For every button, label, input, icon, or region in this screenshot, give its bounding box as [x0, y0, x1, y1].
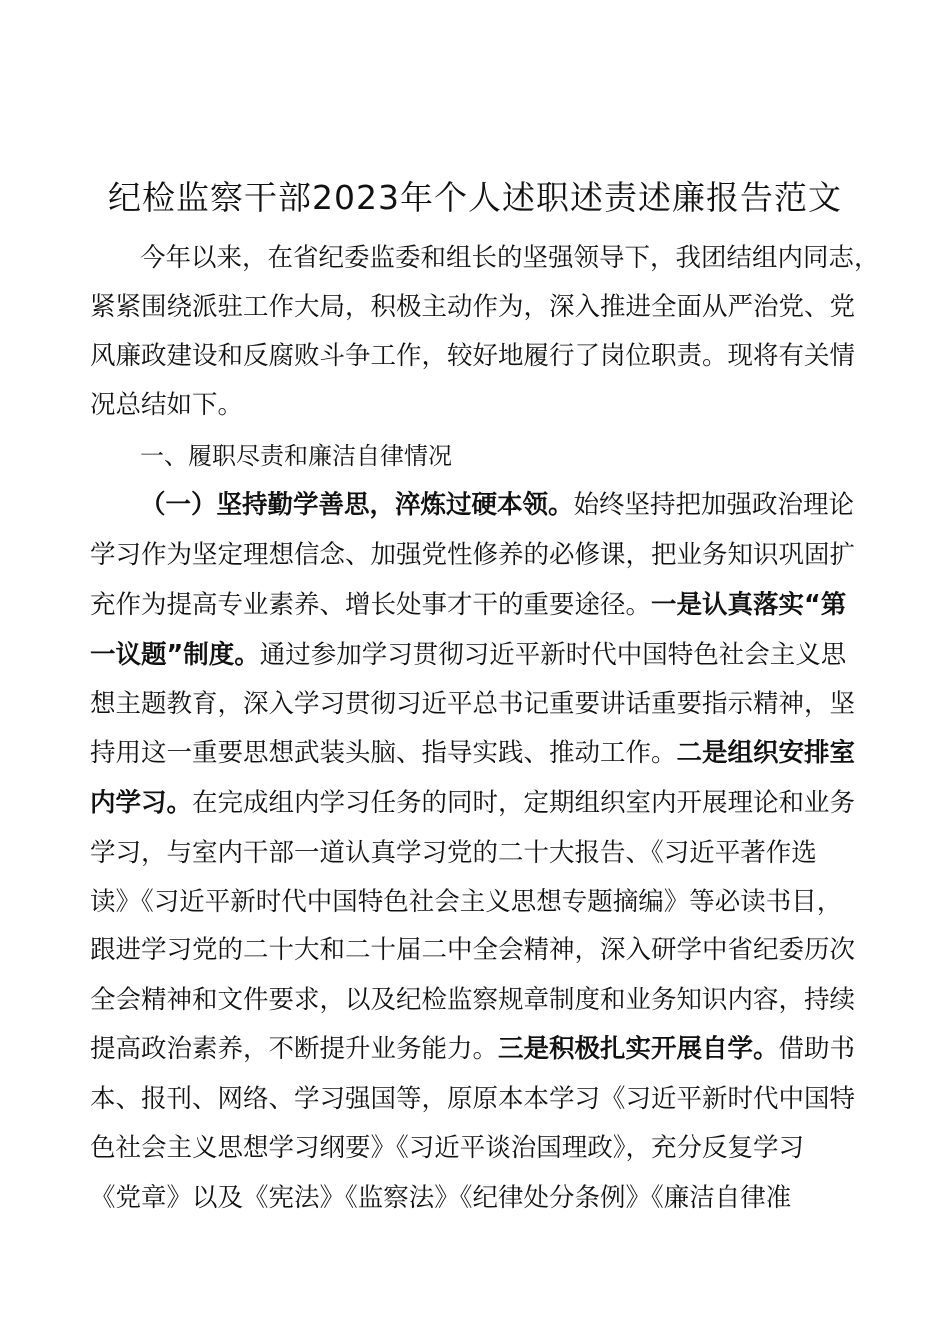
body-line-16	[90, 980, 855, 1020]
text-run: 一、履职尽责和廉洁自律情况	[140, 442, 452, 470]
body-line-19	[90, 1128, 804, 1168]
body-line-14	[90, 882, 842, 922]
body-line-3	[90, 336, 855, 376]
text-run: 本、报刊、网络、学习强国等，原原本本学习《习近平新时代中国特	[90, 1084, 856, 1114]
bold-run: 一是认真落实“第	[651, 590, 847, 620]
body-line-1	[140, 238, 880, 278]
text-run: 充作为提高专业素养、增长处事才干的重要途径。	[90, 590, 652, 620]
text-run: 色社会主义思想学习纲要》《习近平谈治国理政》，充分反复学习	[90, 1133, 805, 1163]
section-heading	[140, 436, 452, 476]
bold-run: 内学习。	[90, 788, 193, 818]
text-run: 紧紧围绕派驻工作大局，积极主动作为，深入推进全面从严治党、党	[90, 292, 856, 322]
text-run: 全会精神和文件要求，以及纪检监察规章制度和业务知识内容，持续	[90, 985, 856, 1015]
body-line-12	[90, 783, 855, 823]
text-run: 《党章》以及《宪法》《监察法》《纪律处分条例》《廉洁自律准	[90, 1183, 792, 1213]
text-run: 跟进学习党的二十大和二十届二中全会精神，深入研学中省纪委历次	[90, 935, 856, 965]
bold-run: 二是组织安排室	[676, 738, 856, 768]
body-line-6	[140, 485, 854, 525]
bold-run: 一议题”制度。	[90, 640, 260, 670]
text-run: 持用这一重要思想武装头脑、指导实践、推动工作。	[90, 738, 677, 768]
body-line-10	[90, 684, 855, 724]
text-run: 学习，与室内干部一道认真学习党的二十大报告、《习近平著作选	[90, 838, 817, 868]
body-line-7	[90, 535, 855, 575]
document-title: 纪检监察干部2023年个人述职述责述廉报告范文	[108, 178, 842, 217]
text-run: 借助书	[778, 1034, 856, 1064]
text-run: 今年以来，在省纪委监委和组长的坚强领导下，我团结组内同志，	[140, 243, 880, 273]
text-run: 学习作为坚定理想信念、加强党性修养的必修课，把业务知识巩固扩	[90, 540, 856, 570]
body-line-8	[90, 585, 846, 625]
body-line-17	[90, 1029, 855, 1069]
text-run: 在完成组内学习任务的同时，定期组织室内开展理论和业务	[192, 788, 856, 818]
text-run: 况总结如下。	[90, 390, 244, 420]
text-run: 风廉政建设和反腐败斗争工作，较好地履行了岗位职责。现将有关情	[90, 341, 856, 371]
body-line-11	[90, 733, 855, 773]
body-line-15	[90, 930, 855, 970]
text-run: 提高政治素养，不断提升业务能力。	[90, 1034, 499, 1064]
body-line-4	[90, 385, 243, 425]
bold-run: 三是积极扎实开展自学。	[498, 1034, 779, 1064]
body-line-9	[90, 635, 846, 675]
body-line-18	[90, 1079, 855, 1119]
text-run: 读》《习近平新时代中国特色社会主义思想专题摘编》等必读书目，	[90, 887, 843, 917]
text-run: 始终坚持把加强政治理论	[573, 490, 855, 520]
body-line-2	[90, 287, 855, 327]
bold-run: （一）坚持勤学善思，淬炼过硬本领。	[140, 490, 574, 520]
text-run: 通过参加学习贯彻习近平新时代中国特色社会主义思	[259, 640, 847, 670]
body-line-13	[90, 833, 817, 873]
text-run: 想主题教育，深入学习贯彻习近平总书记重要讲话重要指示精神，坚	[90, 689, 856, 719]
body-line-20	[90, 1178, 791, 1218]
